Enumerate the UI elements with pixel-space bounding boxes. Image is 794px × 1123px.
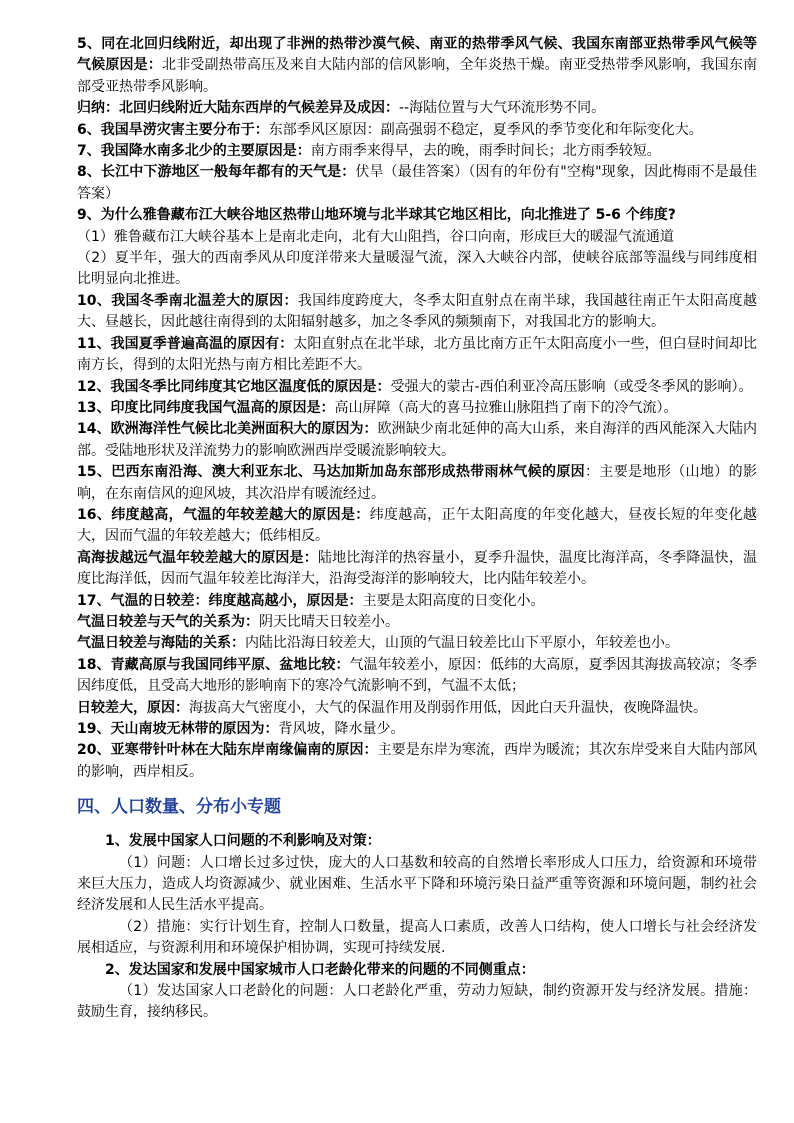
item-heading: 11、我国夏季普遍高温的原因有： bbox=[77, 335, 294, 352]
item-heading: 高海拔越远气温年较差越大的原因是： bbox=[77, 549, 318, 566]
item-5 bbox=[77, 34, 757, 98]
item-6 bbox=[77, 120, 757, 141]
population-item-1-measures bbox=[77, 917, 757, 960]
item-heading: 16、纬度越高，气温的年较差越大的原因是： bbox=[77, 506, 370, 523]
item-body: （1）发达国家人口老龄化的问题：人口老龄化严重，劳动力短缺，制约资源开发与经济发展。措施：鼓励生育，接纳移民。 bbox=[77, 983, 757, 1021]
item-body: --海陆位置与大气环流形势不同。 bbox=[399, 100, 606, 117]
item-body: 海拔高大气密度小，大气的保温作用及削弱作用低，因此白天升温快，夜晚降温快。 bbox=[189, 699, 707, 716]
item-8 bbox=[77, 162, 757, 205]
climate-items bbox=[77, 34, 757, 783]
item-body: 纬度越高，正午太阳高度的年变化越大，昼夜长短的年变化越大，因而气温的年较差越大；低纬相反。 bbox=[77, 506, 758, 545]
item-heading: 12、我国冬季比同纬度其它地区温度低的原因是： bbox=[77, 378, 391, 395]
item-body: （2）措施：实行计划生育，控制人口数量，提高人口素质，改善人口结构，使人口增长与社会经济发展相适应，与资源利用和环境保护相协调，实现可持续发展. bbox=[77, 918, 757, 957]
item-14 bbox=[77, 419, 757, 462]
item-heading: 17、气温的日较差：纬度越高越小，原因是： bbox=[77, 592, 363, 609]
section-title: 四、人口数量、分布小专题 bbox=[77, 797, 281, 818]
item-body: （1）问题：人口增长过多过快，庞大的人口基数和较高的自然增长率形成人口压力，给资源和环境带来巨大压力，造成人均资源减少、就业困难、生活水平下降和环境污染日益严重等资源和环境问题，制约社会经济发展和人民生活水平提高。 bbox=[77, 854, 757, 914]
item-heading: 5、同在北回归线附近，却出现了非洲的热带沙漠气候、南亚的热带季风气候、我国东南部亚热带季风气候等气候原因是： bbox=[77, 36, 757, 74]
item-13 bbox=[77, 398, 757, 419]
item-heading: 18、青藏高原与我国同纬平原、盆地比较： bbox=[77, 656, 350, 673]
population-items bbox=[77, 831, 757, 1024]
item-heading: 2、发达国家和发展中国家城市人口老龄化带来的问题的不同侧重点： bbox=[105, 961, 535, 978]
item-heading: 8、长江中下游地区一般每年都有的天气是： bbox=[77, 164, 356, 181]
item-body: 主要是东岸为寒流，西岸为暖流；其次东岸受来自大陆内部风的影响，西岸相反。 bbox=[77, 742, 757, 780]
item-15 bbox=[77, 462, 757, 505]
item-body: 我国纬度跨度大，冬季太阳直射点在南半球，我国越往南正午太阳高度越大、昼越长，因此越往南得到的太阳辐射越多，加之冬季风的频频南下，对我国北方的影响大。 bbox=[77, 292, 758, 331]
item-9 bbox=[77, 205, 757, 226]
item-body: 伏旱（最佳答案）（因有的年份有"空梅"现象，因此梅雨不是最佳答案） bbox=[77, 164, 757, 202]
item-body: 内陆比沿海日较差大，山顶的气温日较差比山下平原小，年较差也小。 bbox=[245, 635, 679, 652]
item-heading: 19、天山南坡无林带的原因为： bbox=[77, 721, 279, 737]
item-body: 气温年较差小，原因：低纬的大高原，夏季因其海拔高较凉；冬季因纬度低，且受高大地形的影响南下的寒冷气流影响不到，气温不太低； bbox=[77, 656, 757, 695]
item-body: 主要是太阳高度的日变化小。 bbox=[362, 592, 545, 609]
item-body: 背风坡，降水量少。 bbox=[278, 721, 405, 737]
item-20 bbox=[77, 740, 757, 783]
item-summary bbox=[77, 98, 757, 119]
population-item-2-developed bbox=[77, 981, 757, 1024]
item-heading: 7、我国降水南多北少的主要原因是： bbox=[77, 143, 311, 160]
item-16-altitude bbox=[77, 548, 757, 591]
item-body: 受强大的蒙古-西伯利亚冷高压影响（或受冬季风的影响）。 bbox=[390, 378, 753, 395]
item-9-point-2 bbox=[77, 248, 757, 291]
item-10 bbox=[77, 291, 757, 334]
item-12 bbox=[77, 377, 757, 398]
item-body: 南方雨季来得早，去的晚，雨季时间长；北方雨季较短。 bbox=[310, 143, 661, 160]
item-heading: 20、亚寒带针叶林在大陆东岸南缘偏南的原因： bbox=[77, 742, 378, 759]
item-18-daily-range bbox=[77, 698, 757, 719]
item-heading: 15、巴西东南沿海、澳大利亚东北、马达加斯加岛东部形成热带雨林气候的原因 bbox=[77, 464, 586, 481]
item-19 bbox=[77, 719, 757, 740]
item-body: 欧洲缺少南北延伸的高大山系，来自海洋的西风能深入大陆内部。受陆地形状及洋流势力的影响欧洲西岸受暖流影响较大。 bbox=[77, 421, 757, 459]
item-heading: 13、印度比同纬度我国气温高的原因是： bbox=[77, 399, 335, 416]
item-heading: 1、发展中国家人口问题的不利影响及对策： bbox=[105, 833, 381, 850]
item-16 bbox=[77, 505, 757, 548]
population-item-1-problem bbox=[77, 853, 757, 917]
item-18 bbox=[77, 655, 757, 698]
population-item-2 bbox=[77, 960, 757, 981]
item-body: 北非受副热带高压及来自大陆内部的信风影响，全年炎热干燥。南亚受热带季风影响，我国东南部受亚热带季风影响。 bbox=[77, 57, 758, 95]
item-heading: 10、我国冬季南北温差大的原因： bbox=[77, 292, 298, 309]
item-heading: 6、我国旱涝灾害主要分布于： bbox=[77, 121, 269, 138]
item-body: 太阳直射点在北半球，北方虽比南方正午太阳高度小一些，但白昼时间却比南方长，得到的太阳光热与南方相比差距不大。 bbox=[77, 335, 758, 374]
item-11 bbox=[77, 334, 757, 377]
item-17-weather bbox=[77, 612, 757, 633]
item-heading: 日较差大，原因： bbox=[77, 699, 189, 716]
document-page bbox=[77, 34, 757, 1024]
item-body: 陆地比海洋的热容量小，夏季升温快，温度比海洋高，冬季降温快，温度比海洋低，因而气温年较差比海洋大，沿海受海洋的影响较大，比内陆年较差小。 bbox=[77, 549, 758, 588]
item-heading: 14、欧洲海洋性气候比北美洲面积大的原因为： bbox=[77, 421, 378, 438]
item-heading: 气温日较差与天气的关系为： bbox=[77, 613, 259, 630]
item-heading: 9、为什么雅鲁藏布江大峡谷地区热带山地环境与北半球其它地区相比，向北推进了 5-6 个纬度? bbox=[77, 207, 676, 224]
item-17-land-sea bbox=[77, 633, 757, 654]
item-7 bbox=[77, 141, 757, 162]
item-body: （2）夏半年，强大的西南季风从印度洋带来大量暖湿气流，深入大峡谷内部，使峡谷底部等温线与同纬度相比明显向北推进。 bbox=[77, 250, 757, 288]
item-body: ：主要是地形（山地）的影响，在东南信风的迎风坡，其次沿岸有暖流经过。 bbox=[77, 464, 757, 502]
item-heading: 气温日较差与海陆的关系： bbox=[77, 635, 245, 652]
item-body: （1）雅鲁藏布江大峡谷基本上是南北走向，北有大山阻挡，谷口向南，形成巨大的暖湿气流通道 bbox=[77, 228, 674, 245]
item-body: 阴天比晴天日较差小。 bbox=[259, 613, 399, 630]
item-body: 高山屏障（高大的喜马拉雅山脉阻挡了南下的冷气流）。 bbox=[334, 399, 678, 416]
item-body: 东部季风区原因：副高强弱不稳定，夏季风的季节变化和年际变化大。 bbox=[268, 121, 703, 138]
item-9-point-1 bbox=[77, 227, 757, 248]
item-heading: 归纳：北回归线附近大陆东西岸的气候差异及成因： bbox=[77, 100, 399, 117]
population-item-1 bbox=[77, 831, 757, 852]
item-17 bbox=[77, 591, 757, 612]
